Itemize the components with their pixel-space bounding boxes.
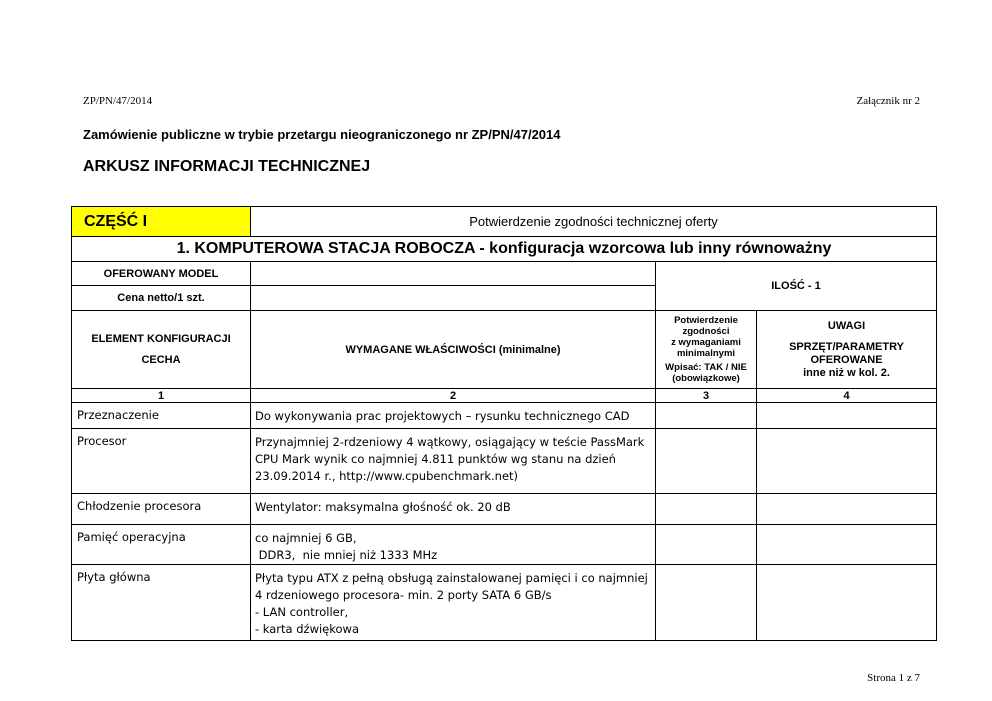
confirmation-cell[interactable]: [656, 565, 757, 641]
offered-model-row: [72, 262, 937, 286]
requirement-line: CPU Mark wynik co najmniej 4.811 punktów wg stanu na dzień: [255, 452, 616, 466]
remarks-cell[interactable]: [757, 429, 937, 494]
remarks-cell[interactable]: [757, 403, 937, 429]
column-number: 1: [72, 389, 251, 403]
remarks-subtitle: SPRZĘT/PARAMETRY OFEROWANE: [789, 340, 904, 366]
column-headers-row: [72, 311, 937, 389]
column-header-required: WYMAGANE WŁAŚCIWOŚCI (minimalne): [251, 311, 656, 389]
confirm-write: Wpisać: TAK / NIE: [665, 362, 747, 373]
confirm-line: z wymaganiami: [671, 337, 741, 348]
confirmation-cell[interactable]: [656, 429, 757, 494]
feature-name: Procesor: [72, 429, 251, 494]
feature-name: Przeznaczenie: [72, 403, 251, 429]
remarks-cell[interactable]: [757, 494, 937, 525]
section-title: 1. KOMPUTEROWA STACJA ROBOCZA - konfiguracja wzorcowa lub inny równoważny: [72, 237, 937, 262]
quantity-label: ILOŚĆ - 1: [656, 262, 937, 311]
requirement-line: DDR3, nie mniej niż 1333 MHz: [255, 548, 438, 562]
offered-model-field[interactable]: [251, 262, 656, 286]
remarks-cell[interactable]: [757, 525, 937, 565]
column-number: 2: [251, 389, 656, 403]
confirmation-cell[interactable]: [656, 403, 757, 429]
page-number: Strona 1 z 7: [867, 672, 920, 684]
part-row: [72, 207, 937, 237]
column-header-confirmation: [656, 311, 757, 389]
column-header-element-line1: ELEMENT KONFIGURACJI: [91, 333, 231, 345]
confirmation-cell[interactable]: [656, 525, 757, 565]
confirmation-cell[interactable]: [656, 494, 757, 525]
table-row: [72, 525, 937, 565]
technical-spec-table: [71, 206, 937, 641]
confirm-mandatory: (obowiązkowe): [672, 373, 740, 384]
requirement-line: Płyta typu ATX z pełną obsługą zainstalowanej pamięci i co najmniej: [255, 571, 648, 585]
column-number: 4: [757, 389, 937, 403]
feature-requirements: [251, 494, 656, 525]
requirement-line: - karta dźwiękowa: [255, 622, 359, 636]
requirement-line: Przynajmniej 2-rdzeniowy 4 wątkowy, osiągający w teście PassMark: [255, 435, 645, 449]
feature-requirements: [251, 525, 656, 565]
column-header-element: [72, 311, 251, 389]
requirement-line: - LAN controller,: [255, 605, 349, 619]
table-row: [72, 403, 937, 429]
part-confirmation: Potwierdzenie zgodności technicznej oferty: [251, 207, 937, 237]
column-header-remarks: [757, 311, 937, 389]
feature-requirements: [251, 429, 656, 494]
column-numbers-row: [72, 389, 937, 403]
confirm-line: Potwierdzenie: [674, 315, 738, 326]
remarks-title: UWAGI: [827, 319, 866, 332]
feature-requirements: [251, 403, 656, 429]
table-row: [72, 429, 937, 494]
requirement-line: Wentylator: maksymalna głośność ok. 20 dB: [255, 500, 511, 514]
page-title: ARKUSZ INFORMACJI TECHNICZNEJ: [83, 158, 371, 175]
requirement-line: co najmniej 6 GB,: [255, 531, 357, 545]
feature-name: Płyta główna: [72, 565, 251, 641]
feature-name: Pamięć operacyjna: [72, 525, 251, 565]
feature-requirements: [251, 565, 656, 641]
remarks-note: inne niż w kol. 2.: [803, 366, 890, 379]
confirm-line: minimalnymi: [676, 348, 736, 359]
column-header-element-line2: CECHA: [141, 354, 181, 366]
price-label: Cena netto/1 szt.: [72, 286, 251, 311]
confirm-line: zgodności: [682, 326, 730, 337]
document-reference: ZP/PN/47/2014: [83, 95, 153, 107]
price-field[interactable]: [251, 286, 656, 311]
offered-model-label: OFEROWANY MODEL: [72, 262, 251, 286]
remarks-cell[interactable]: [757, 565, 937, 641]
table-row: [72, 565, 937, 641]
part-label: CZĘŚĆ I: [72, 207, 251, 237]
feature-name: Chłodzenie procesora: [72, 494, 251, 525]
tender-subtitle: Zamówienie publiczne w trybie przetargu nieograniczonego nr ZP/PN/47/2014: [83, 127, 561, 142]
requirement-line: 23.09.2014 r., http://www.cpubenchmark.net): [255, 469, 519, 483]
table-row: [72, 494, 937, 525]
requirement-line: Do wykonywania prac projektowych – rysunku technicznego CAD: [255, 409, 630, 423]
column-number: 3: [656, 389, 757, 403]
requirement-line: 4 rdzeniowego procesora- min. 2 porty SATA 6 GB/s: [255, 588, 552, 602]
attachment-number: Załącznik nr 2: [856, 95, 920, 107]
section-title-row: [72, 237, 937, 262]
